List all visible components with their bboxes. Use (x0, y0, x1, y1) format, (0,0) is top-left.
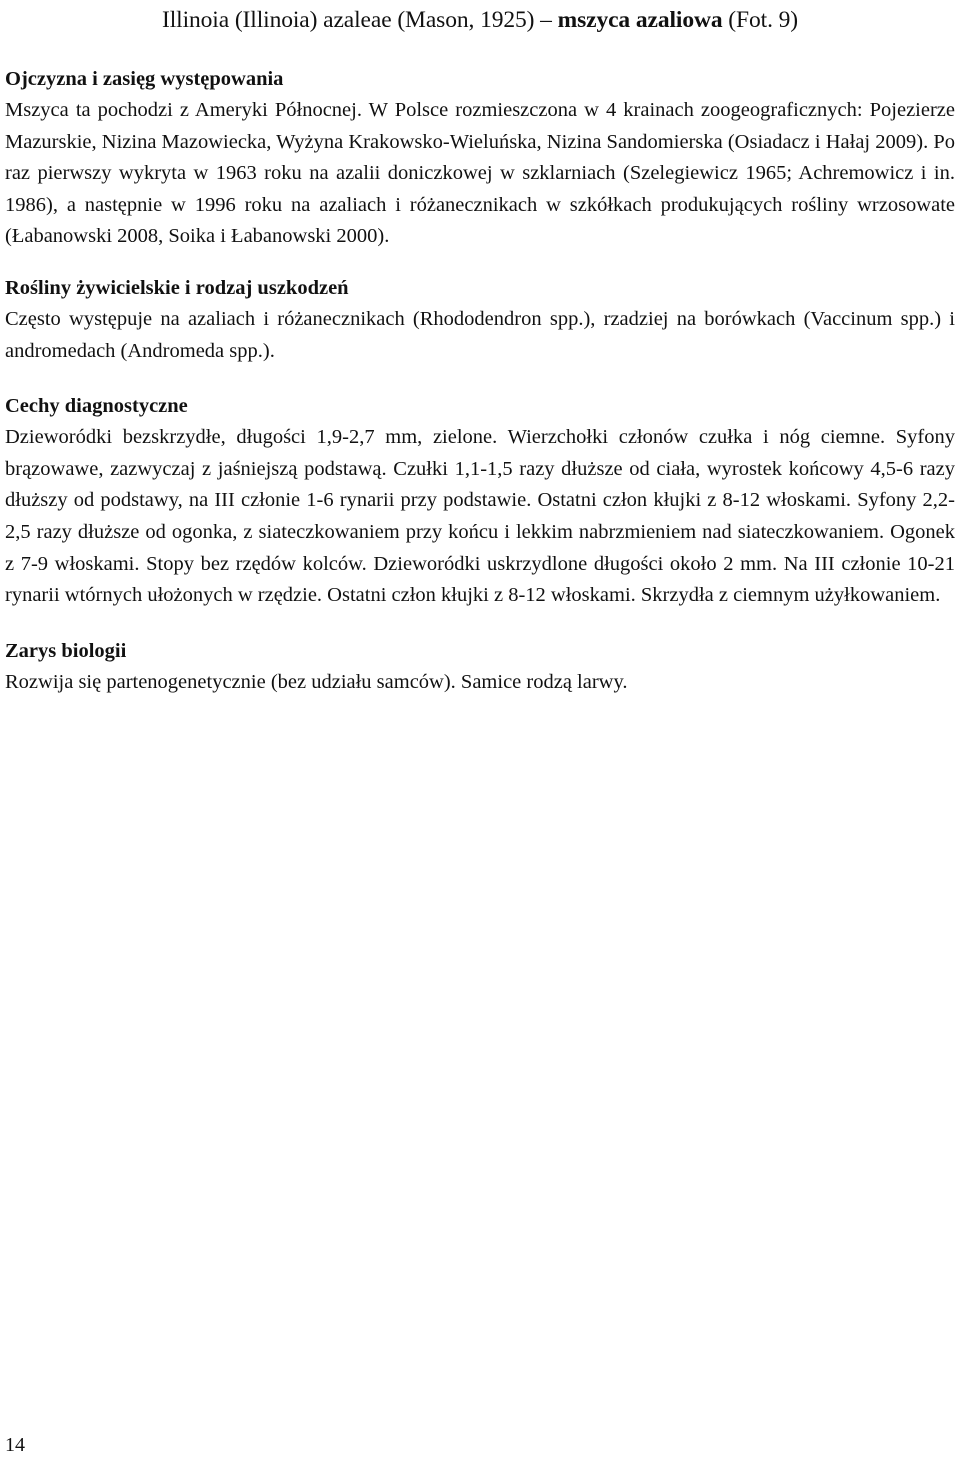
section-text: Dzieworódki bezskrzydłe, długości 1,9-2,7 mm, zielone. Wierzchołki członów czułka i nóg ciemne. Syfony brązowawe, zazwyczaj z jaśniejszą podstawą. Czułki 1,1-1,5 razy dłuższe od ciała, wyrostek końcowy 4,5-6 razy dłuższy od podstawy, na III członie 1-6 rynarii przy podstawie. Ostatni człon kłujki z 8-12 włoskami. Syfony 2,2-2,5 razy dłuższe od ogonka, z siateczkowaniem przy końcu i lekkim nabrzmieniem nad siateczkowaniem. Ogonek z 7-9 włoskami. Stopy bez rzędów kolców. Dzieworódki uskrzydlone długości około 2 mm. Na III członie 10-21 rynarii wtórnych ułożonych w rzędzie. Ostatni człon kłujki z 8-12 włoskami. Skrzydła z ciemnym użyłkowaniem. (5, 426, 955, 607)
section-text: Rozwija się partenogenetycznie (bez udziału samców). Samice rodzą larwy. (5, 670, 628, 693)
section-heading: Rośliny żywicielskie i rodzaj uszkodzeń (5, 276, 349, 299)
section-biology (5, 636, 955, 699)
section-text: Mszyca ta pochodzi z Ameryki Północnej. W Polsce rozmieszczona w 4 krainach zoogeograficznych: Pojezierze Mazurskie, Nizina Mazowiecka, Wyżyna Krakowsko-Wieluńska, Nizina Sandomierska (Osiadacz i Hałaj 2009). Po raz pierwszy wykryta w 1963 roku na azalii doniczkowej w szklarniach (Szelegiewicz 1965; Achremowicz i in. 1986), a następnie w 1996 roku na azaliach i różanecznikach w szkółkach produkujących rośliny wrzosowate (Łabanowski 2008, Soika i Łabanowski 2000). (5, 99, 955, 248)
title-species-name: Illinoia (Illinoia) azaleae (Mason, 1925) – (161, 7, 558, 33)
document-page (5, 0, 955, 698)
section-diagnostic-features (5, 391, 955, 612)
section-heading: Ojczyzna i zasięg występowania (5, 68, 284, 90)
section-text: Często występuje na azaliach i różanecznikach (Rhododendron spp.), rzadziej na borówkach (Vaccinum spp.) i andromedach (Andromeda spp.). (5, 307, 955, 362)
page-number: 14 (5, 1434, 25, 1456)
section-heading: Cechy diagnostyczne (5, 395, 188, 418)
title-common-name: mszyca azaliowa (557, 7, 723, 33)
section-host-plants (5, 273, 955, 367)
page-title (5, 0, 955, 37)
title-photo-ref: (Fot. 9) (722, 7, 798, 33)
section-origin-range (5, 64, 955, 253)
section-heading: Zarys biologii (5, 639, 127, 662)
